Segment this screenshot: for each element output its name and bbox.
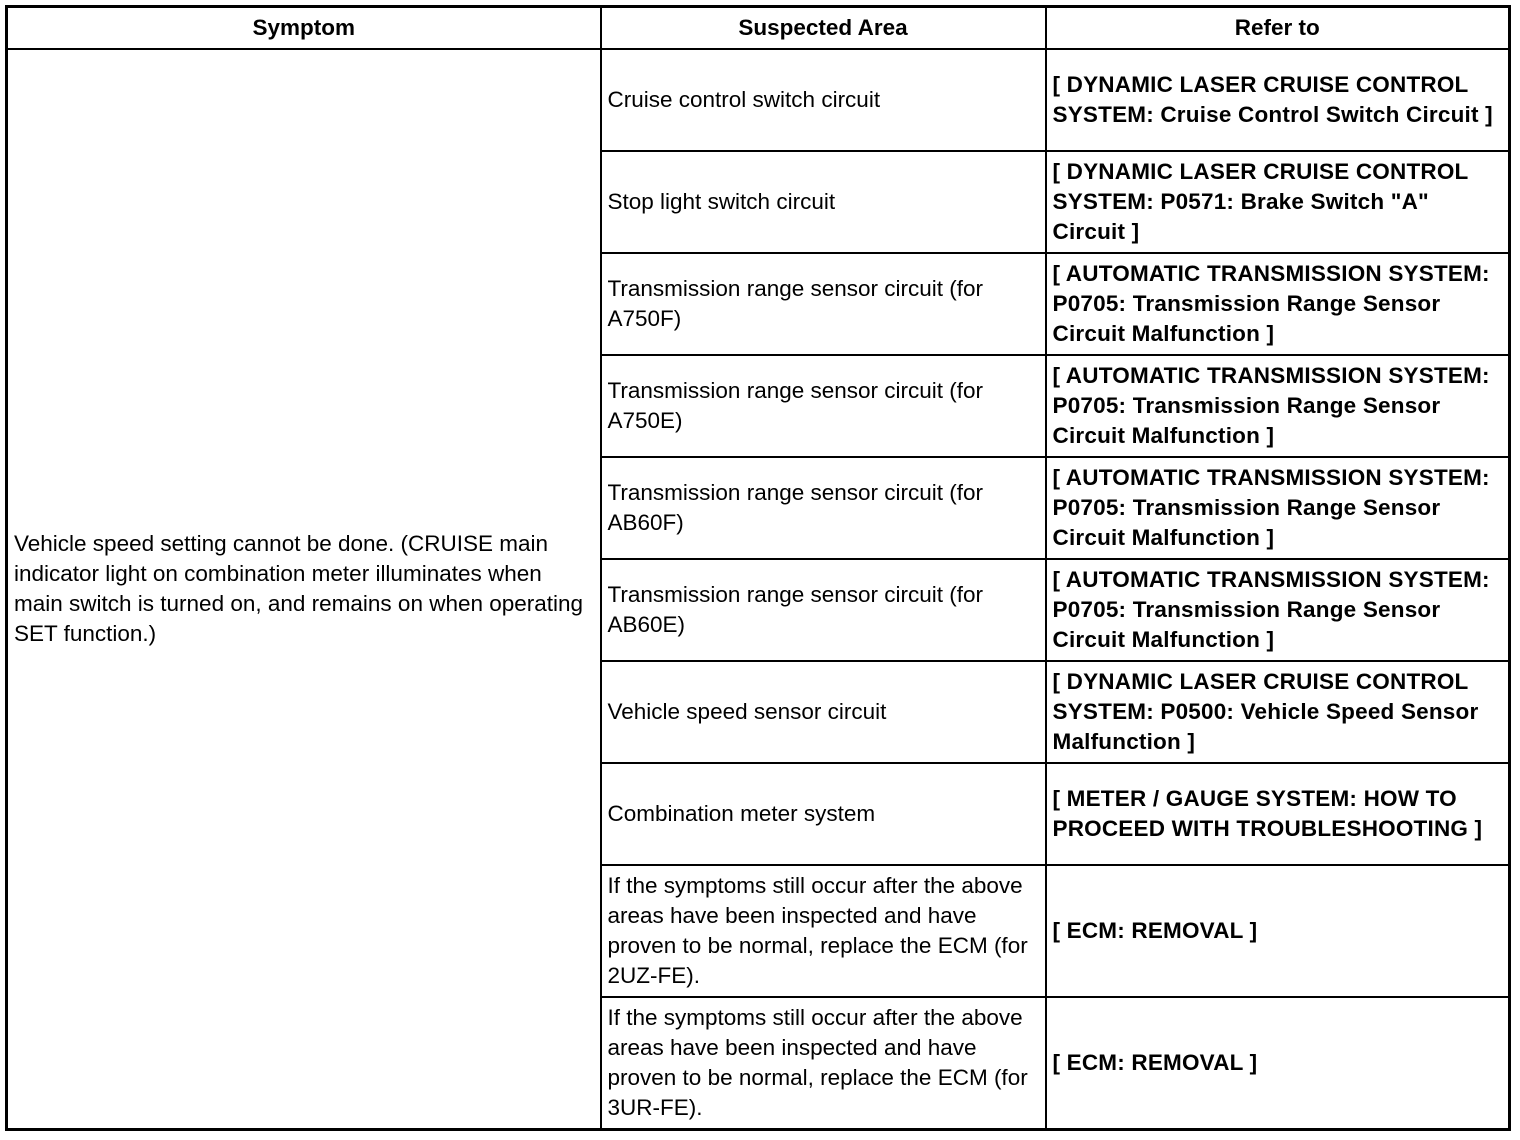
suspected-area-cell: Transmission range sensor circuit (for AB60E) — [601, 559, 1046, 661]
suspected-area-cell: Combination meter system — [601, 763, 1046, 865]
refer-link[interactable]: [ DYNAMIC LASER CRUISE CONTROL SYSTEM: P0500: Vehicle Speed Sensor Malfunction ] — [1046, 661, 1510, 763]
refer-link[interactable]: [ DYNAMIC LASER CRUISE CONTROL SYSTEM: P0571: Brake Switch "A" Circuit ] — [1046, 151, 1510, 253]
refer-link[interactable]: [ ECM: REMOVAL ] — [1046, 997, 1510, 1130]
table-header-row — [7, 7, 1510, 50]
troubleshooting-table — [5, 5, 1511, 1131]
refer-link[interactable]: [ AUTOMATIC TRANSMISSION SYSTEM: P0705: Transmission Range Sensor Circuit Malfunction ] — [1046, 253, 1510, 355]
refer-link[interactable]: [ ECM: REMOVAL ] — [1046, 865, 1510, 997]
header-refer-to: Refer to — [1046, 7, 1510, 50]
suspected-area-cell: Transmission range sensor circuit (for AB60F) — [601, 457, 1046, 559]
suspected-area-cell: If the symptoms still occur after the above areas have been inspected and have proven to be normal, replace the ECM (for 3UR-FE). — [601, 997, 1046, 1130]
suspected-area-cell: Cruise control switch circuit — [601, 49, 1046, 151]
header-suspected-area: Suspected Area — [601, 7, 1046, 50]
suspected-area-cell: Vehicle speed sensor circuit — [601, 661, 1046, 763]
refer-link[interactable]: [ AUTOMATIC TRANSMISSION SYSTEM: P0705: Transmission Range Sensor Circuit Malfunction ] — [1046, 457, 1510, 559]
header-symptom: Symptom — [7, 7, 601, 50]
suspected-area-cell: If the symptoms still occur after the above areas have been inspected and have proven to be normal, replace the ECM (for 2UZ-FE). — [601, 865, 1046, 997]
refer-link[interactable]: [ AUTOMATIC TRANSMISSION SYSTEM: P0705: Transmission Range Sensor Circuit Malfunction ] — [1046, 355, 1510, 457]
suspected-area-cell: Stop light switch circuit — [601, 151, 1046, 253]
suspected-area-cell: Transmission range sensor circuit (for A750E) — [601, 355, 1046, 457]
refer-link[interactable]: [ METER / GAUGE SYSTEM: HOW TO PROCEED WITH TROUBLESHOOTING ] — [1046, 763, 1510, 865]
refer-link[interactable]: [ DYNAMIC LASER CRUISE CONTROL SYSTEM: Cruise Control Switch Circuit ] — [1046, 49, 1510, 151]
table-row — [7, 49, 1510, 151]
suspected-area-cell: Transmission range sensor circuit (for A750F) — [601, 253, 1046, 355]
symptom-cell: Vehicle speed setting cannot be done. (CRUISE main indicator light on combination meter illuminates when main switch is turned on, and remains on when operating SET function.) — [7, 49, 601, 1130]
refer-link[interactable]: [ AUTOMATIC TRANSMISSION SYSTEM: P0705: Transmission Range Sensor Circuit Malfunction ] — [1046, 559, 1510, 661]
